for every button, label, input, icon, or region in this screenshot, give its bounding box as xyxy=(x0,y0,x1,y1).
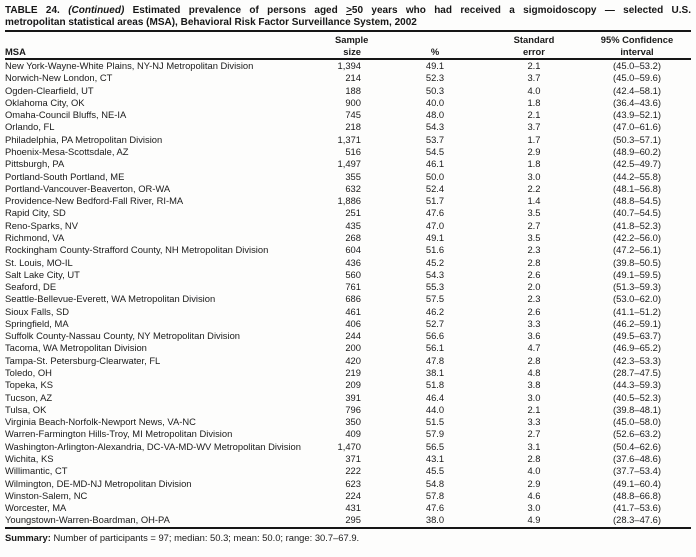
greater-equal-symbol: > xyxy=(346,5,352,16)
msa-cell: New York-Wayne-White Plains, NY-NJ Metropolitan Division xyxy=(5,60,254,71)
standard-error-cell: 4.0 xyxy=(527,465,541,477)
msa-cell: Worcester, MA xyxy=(5,502,67,514)
confidence-interval-cell: (49.1–59.5) xyxy=(613,268,661,280)
table-row xyxy=(5,478,691,490)
confidence-interval-cell: (28.7–47.5) xyxy=(613,367,661,379)
percent-cell: 54.5 xyxy=(425,145,445,157)
sample-size-cell: 1,470 xyxy=(337,440,361,452)
confidence-interval-cell: (52.6–63.2) xyxy=(613,428,661,440)
sample-size-cell: 200 xyxy=(345,342,361,354)
confidence-interval-cell: (49.1–60.4) xyxy=(613,477,661,489)
table-row xyxy=(5,293,691,305)
table-row xyxy=(5,514,691,527)
table-row xyxy=(5,453,691,465)
confidence-interval-cell: (47.0–61.6) xyxy=(613,121,661,133)
table-row xyxy=(5,490,691,502)
standard-error-cell: 2.1 xyxy=(527,109,541,121)
table-row xyxy=(5,306,691,318)
header-se-line1: Standard xyxy=(479,31,575,46)
msa-cell: Ogden-Clearfield, UT xyxy=(5,84,94,96)
msa-cell: Warren-Farmington Hills-Troy, MI Metropolitan Division xyxy=(5,428,233,440)
table-row xyxy=(5,146,691,158)
standard-error-cell: 3.5 xyxy=(527,207,541,219)
standard-error-cell: 2.9 xyxy=(527,477,541,489)
percent-cell: 54.3 xyxy=(425,121,445,133)
title-text-b: 50 years who had received a sigmoidoscopy — selected U.S. xyxy=(351,5,691,16)
msa-cell: Tulsa, OK xyxy=(5,403,47,415)
confidence-interval-cell: (41.8–52.3) xyxy=(613,219,661,231)
sample-size-cell: 251 xyxy=(345,207,361,219)
table-row xyxy=(5,416,691,428)
prevalence-table xyxy=(5,30,691,529)
confidence-interval-cell: (50.4–62.6) xyxy=(613,440,661,452)
msa-cell: St. Louis, MO-IL xyxy=(5,256,73,268)
summary-text: Number of participants = 97; median: 50.3; mean: 50.0; range: 30.7–67.9. xyxy=(53,531,360,543)
title-text-a: Estimated prevalence of persons aged xyxy=(132,5,338,16)
percent-cell: 52.3 xyxy=(425,72,445,84)
sample-size-cell: 224 xyxy=(345,489,361,501)
table-row xyxy=(5,195,691,207)
standard-error-cell: 2.6 xyxy=(527,305,541,317)
percent-cell: 38.0 xyxy=(391,514,479,527)
percent-cell: 54.8 xyxy=(425,477,445,489)
standard-error-cell: 3.0 xyxy=(527,170,541,182)
table-row xyxy=(5,392,691,404)
percent-cell: 46.2 xyxy=(425,305,445,317)
percent-cell: 47.8 xyxy=(425,354,445,366)
sample-size-cell: 516 xyxy=(345,145,361,157)
sample-size-cell: 461 xyxy=(345,305,361,317)
msa-cell: Wilmington, DE-MD-NJ Metropolitan Division xyxy=(5,477,192,489)
table-row xyxy=(5,318,691,330)
table-row xyxy=(5,502,691,514)
table-row xyxy=(5,465,691,477)
confidence-interval-cell: (48.8–66.8) xyxy=(613,489,661,501)
confidence-interval-cell: (47.2–56.1) xyxy=(613,244,661,256)
msa-cell: Rockingham County-Strafford County, NH Metropolitan Division xyxy=(5,244,269,256)
standard-error-cell: 2.2 xyxy=(527,182,541,194)
standard-error-cell: 4.6 xyxy=(527,489,541,501)
table-row xyxy=(5,257,691,269)
standard-error-cell: 2.7 xyxy=(527,219,541,231)
table-row xyxy=(5,342,691,354)
sample-size-cell: 431 xyxy=(345,502,361,514)
confidence-interval-cell: (46.9–65.2) xyxy=(613,342,661,354)
confidence-interval-cell: (45.0–59.6) xyxy=(613,72,661,84)
sample-size-cell: 209 xyxy=(345,379,361,391)
header-percent: % xyxy=(391,46,479,60)
standard-error-cell: 2.8 xyxy=(527,256,541,268)
table-row xyxy=(5,183,691,195)
percent-cell: 56.5 xyxy=(425,440,445,452)
table-row xyxy=(5,367,691,379)
sample-size-cell: 1,497 xyxy=(337,158,361,170)
percent-cell: 40.0 xyxy=(425,96,445,108)
standard-error-cell: 2.7 xyxy=(527,428,541,440)
standard-error-cell: 2.6 xyxy=(527,268,541,280)
sample-size-cell: 420 xyxy=(345,354,361,366)
standard-error-cell: 3.0 xyxy=(527,502,541,514)
confidence-interval-cell: (37.6–48.6) xyxy=(613,453,661,464)
sample-size-cell: 745 xyxy=(345,109,361,121)
confidence-interval-cell: (53.0–62.0) xyxy=(613,293,661,305)
table-row xyxy=(5,330,691,342)
confidence-interval-cell: (42.2–56.0) xyxy=(613,231,661,243)
msa-cell: Portland-Vancouver-Beaverton, OR-WA xyxy=(5,182,171,194)
table-row xyxy=(5,244,691,256)
sample-size-cell: 623 xyxy=(345,477,361,489)
msa-cell: Suffolk County-Nassau County, NY Metropolitan Division xyxy=(5,330,241,342)
percent-cell: 51.5 xyxy=(425,416,445,428)
table-number-label: TABLE 24. xyxy=(5,5,60,16)
standard-error-cell: 4.8 xyxy=(527,367,541,379)
percent-cell: 52.7 xyxy=(425,317,445,329)
confidence-interval-cell: (51.3–59.3) xyxy=(613,281,661,293)
header-sample-line1: Sample xyxy=(335,31,391,46)
table-row xyxy=(5,97,691,109)
msa-cell: Winston-Salem, NC xyxy=(5,489,88,501)
percent-cell: 50.3 xyxy=(425,84,445,96)
sample-size-cell: 355 xyxy=(345,170,361,182)
standard-error-cell: 2.1 xyxy=(527,60,541,71)
percent-cell: 55.3 xyxy=(425,281,445,293)
msa-cell: Norwich-New London, CT xyxy=(5,72,113,84)
standard-error-cell: 3.3 xyxy=(527,317,541,329)
table-header xyxy=(5,31,691,59)
sample-size-cell: 406 xyxy=(345,317,361,329)
standard-error-cell: 2.9 xyxy=(527,145,541,157)
msa-cell: Oklahoma City, OK xyxy=(5,96,85,108)
confidence-interval-cell: (37.7–53.4) xyxy=(613,465,661,477)
confidence-interval-cell: (44.2–55.8) xyxy=(613,170,661,182)
confidence-interval-cell: (39.8–50.5) xyxy=(613,256,661,268)
msa-cell: Topeka, KS xyxy=(5,379,53,391)
percent-cell: 50.0 xyxy=(425,170,445,182)
confidence-interval-cell: (42.5–49.7) xyxy=(613,158,661,170)
sample-size-cell: 188 xyxy=(345,84,361,96)
msa-cell: Tacoma, WA Metropolitan Division xyxy=(5,342,147,354)
sample-size-cell: 1,394 xyxy=(337,60,361,71)
msa-cell: Philadelphia, PA Metropolitan Division xyxy=(5,133,163,145)
standard-error-cell: 3.6 xyxy=(527,330,541,342)
table-row xyxy=(5,59,691,72)
header-row-1 xyxy=(5,31,691,46)
sample-size-cell: 391 xyxy=(345,391,361,403)
percent-cell: 57.5 xyxy=(425,293,445,305)
header-se-line2: error xyxy=(479,46,575,60)
confidence-interval-cell: (40.5–52.3) xyxy=(613,391,661,403)
percent-cell: 45.5 xyxy=(425,465,445,477)
sample-size-cell: 371 xyxy=(345,453,361,464)
msa-cell: Pittsburgh, PA xyxy=(5,158,65,170)
sample-size-cell: 604 xyxy=(345,244,361,256)
percent-cell: 56.1 xyxy=(425,342,445,354)
percent-cell: 47.0 xyxy=(425,219,445,231)
msa-cell: Omaha-Council Bluffs, NE-IA xyxy=(5,109,127,121)
confidence-interval-cell: (45.0–58.0) xyxy=(613,416,661,428)
standard-error-cell: 3.5 xyxy=(527,231,541,243)
sample-size-cell: 560 xyxy=(345,268,361,280)
table-row xyxy=(5,379,691,391)
sample-size-cell: 350 xyxy=(345,416,361,428)
confidence-interval-cell: (44.3–59.3) xyxy=(613,379,661,391)
standard-error-cell: 4.9 xyxy=(479,514,575,527)
table-row xyxy=(5,134,691,146)
confidence-interval-cell: (36.4–43.6) xyxy=(613,96,661,108)
percent-cell: 51.8 xyxy=(425,379,445,391)
msa-cell: Rapid City, SD xyxy=(5,207,66,219)
confidence-interval-cell: (48.9–60.2) xyxy=(613,145,661,157)
percent-cell: 44.0 xyxy=(425,403,445,415)
table-row xyxy=(5,85,691,97)
confidence-interval-cell: (40.7–54.5) xyxy=(613,207,661,219)
confidence-interval-cell: (49.5–63.7) xyxy=(613,330,661,342)
standard-error-cell: 2.3 xyxy=(527,293,541,305)
sample-size-cell: 1,886 xyxy=(337,195,361,207)
standard-error-cell: 3.0 xyxy=(527,391,541,403)
table-row xyxy=(5,121,691,133)
standard-error-cell: 2.8 xyxy=(527,354,541,366)
percent-cell: 57.8 xyxy=(425,489,445,501)
percent-cell: 46.1 xyxy=(425,158,445,170)
msa-cell: Washington-Arlington-Alexandria, DC-VA-MD-WV Metropolitan Division xyxy=(5,440,301,452)
sample-size-cell: 632 xyxy=(345,182,361,194)
msa-cell: Seattle-Bellevue-Everett, WA Metropolitan Division xyxy=(5,293,216,305)
standard-error-cell: 3.7 xyxy=(527,72,541,84)
table-row xyxy=(5,269,691,281)
table-title xyxy=(5,5,691,28)
header-ci-line1: 95% Confidence xyxy=(575,31,691,46)
confidence-interval-cell: (48.8–54.5) xyxy=(613,195,661,207)
header-row-2 xyxy=(5,46,691,60)
sample-size-cell: 761 xyxy=(345,281,361,293)
sample-size-cell: 214 xyxy=(345,72,361,84)
confidence-interval-cell: (45.0–53.2) xyxy=(613,60,661,71)
percent-cell: 53.7 xyxy=(425,133,445,145)
confidence-interval-cell: (43.9–52.1) xyxy=(613,109,661,121)
sample-size-cell: 1,371 xyxy=(337,133,361,145)
sample-size-cell: 219 xyxy=(345,367,361,379)
table-row xyxy=(5,171,691,183)
standard-error-cell: 1.4 xyxy=(527,195,541,207)
continued-label: (Continued) xyxy=(68,5,125,16)
table-title-line1 xyxy=(5,5,691,17)
sample-size-cell: 218 xyxy=(345,121,361,133)
header-percent-spacer xyxy=(391,31,479,46)
confidence-interval-cell: (46.2–59.1) xyxy=(613,317,661,329)
msa-cell: Salt Lake City, UT xyxy=(5,268,80,280)
confidence-interval-cell: (42.3–53.3) xyxy=(613,354,661,366)
sample-size-cell: 222 xyxy=(345,465,361,477)
table-row xyxy=(5,109,691,121)
confidence-interval-cell: (41.7–53.6) xyxy=(613,502,661,514)
standard-error-cell: 4.7 xyxy=(527,342,541,354)
standard-error-cell: 4.0 xyxy=(527,84,541,96)
percent-cell: 47.6 xyxy=(425,207,445,219)
table-row xyxy=(5,158,691,170)
percent-cell: 43.1 xyxy=(425,453,445,464)
percent-cell: 51.6 xyxy=(425,244,445,256)
msa-cell: Springfield, MA xyxy=(5,317,69,329)
standard-error-cell: 2.3 xyxy=(527,244,541,256)
sample-size-cell: 796 xyxy=(345,403,361,415)
msa-cell: Seaford, DE xyxy=(5,281,57,293)
standard-error-cell: 3.8 xyxy=(527,379,541,391)
standard-error-cell: 3.7 xyxy=(527,121,541,133)
percent-cell: 52.4 xyxy=(425,182,445,194)
msa-cell: Willimantic, CT xyxy=(5,465,68,477)
sample-size-cell: 268 xyxy=(345,231,361,243)
msa-cell: Wichita, KS xyxy=(5,453,54,464)
standard-error-cell: 2.8 xyxy=(527,453,541,464)
percent-cell: 49.1 xyxy=(425,231,445,243)
percent-cell: 54.3 xyxy=(425,268,445,280)
header-ci-line2: interval xyxy=(575,46,691,60)
confidence-interval-cell: (28.3–47.6) xyxy=(575,514,691,527)
msa-cell: Portland-South Portland, ME xyxy=(5,170,125,182)
percent-cell: 46.4 xyxy=(425,391,445,403)
msa-cell: Orlando, FL xyxy=(5,121,55,133)
msa-cell: Providence-New Bedford-Fall River, RI-MA xyxy=(5,195,184,207)
msa-cell: Tucson, AZ xyxy=(5,391,53,403)
msa-cell: Richmond, VA xyxy=(5,231,65,243)
standard-error-cell: 1.8 xyxy=(527,96,541,108)
table-row xyxy=(5,207,691,219)
sample-size-cell: 295 xyxy=(335,514,391,527)
table-row xyxy=(5,404,691,416)
confidence-interval-cell: (41.1–51.2) xyxy=(613,305,661,317)
msa-cell: Sioux Falls, SD xyxy=(5,305,70,317)
percent-cell: 56.6 xyxy=(425,330,445,342)
percent-cell: 47.6 xyxy=(425,502,445,514)
msa-cell: Youngstown-Warren-Boardman, OH-PA xyxy=(5,514,335,527)
header-sample-line2: size xyxy=(335,46,391,60)
standard-error-cell: 2.0 xyxy=(527,281,541,293)
percent-cell: 49.1 xyxy=(425,60,445,71)
msa-cell: Toledo, OH xyxy=(5,367,52,379)
table-row xyxy=(5,72,691,84)
confidence-interval-cell: (42.4–58.1) xyxy=(613,84,661,96)
percent-cell: 38.1 xyxy=(425,367,445,379)
msa-cell: Phoenix-Mesa-Scottsdale, AZ xyxy=(5,145,129,157)
sample-size-cell: 686 xyxy=(345,293,361,305)
sample-size-cell: 244 xyxy=(345,330,361,342)
sample-size-cell: 409 xyxy=(345,428,361,440)
standard-error-cell: 1.8 xyxy=(527,158,541,170)
confidence-interval-cell: (50.3–57.1) xyxy=(613,133,661,145)
standard-error-cell: 3.3 xyxy=(527,416,541,428)
sample-size-cell: 900 xyxy=(345,96,361,108)
table-body xyxy=(5,59,691,528)
standard-error-cell: 2.1 xyxy=(527,403,541,415)
confidence-interval-cell: (39.8–48.1) xyxy=(613,403,661,415)
percent-cell: 51.7 xyxy=(425,195,445,207)
percent-cell: 57.9 xyxy=(425,428,445,440)
standard-error-cell: 1.7 xyxy=(527,133,541,145)
table-row xyxy=(5,355,691,367)
standard-error-cell: 3.1 xyxy=(527,440,541,452)
percent-cell: 45.2 xyxy=(425,256,445,268)
confidence-interval-cell: (48.1–56.8) xyxy=(613,182,661,194)
percent-cell: 48.0 xyxy=(425,109,445,121)
table-row xyxy=(5,220,691,232)
table-row xyxy=(5,281,691,293)
header-msa: MSA xyxy=(5,46,335,60)
summary-label: Summary: xyxy=(5,531,51,543)
sample-size-cell: 435 xyxy=(345,219,361,231)
table-row xyxy=(5,428,691,440)
table-row xyxy=(5,441,691,453)
table-title-line2: metropolitan statistical areas (MSA), Behavioral Risk Factor Surveillance System, 2002 xyxy=(5,16,417,28)
msa-cell: Tampa-St. Petersburg-Clearwater, FL xyxy=(5,354,161,366)
msa-cell: Reno-Sparks, NV xyxy=(5,219,78,231)
table-row xyxy=(5,232,691,244)
sample-size-cell: 436 xyxy=(345,256,361,268)
header-msa-spacer xyxy=(5,31,335,46)
msa-cell: Virginia Beach-Norfolk-Newport News, VA-NC xyxy=(5,416,196,428)
summary-line xyxy=(5,532,691,544)
